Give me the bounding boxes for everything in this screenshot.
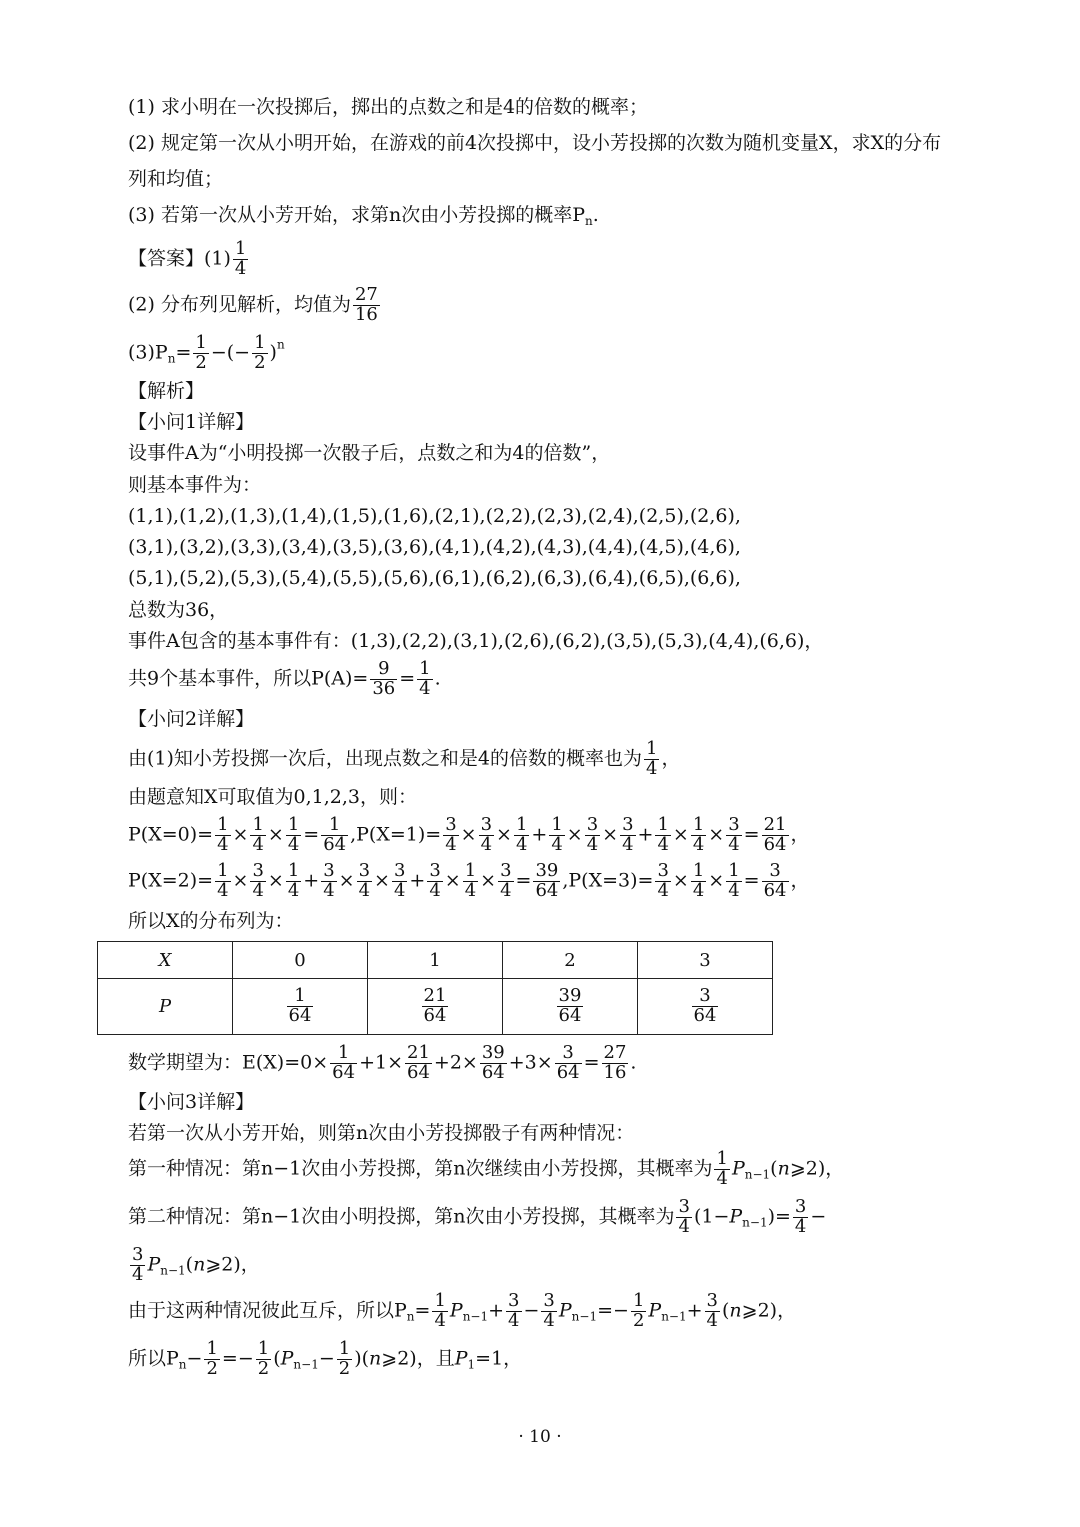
- fraction-numerator: 39: [558, 985, 582, 1007]
- fraction-denominator: 4: [543, 1309, 555, 1331]
- fraction-numerator: 39: [535, 860, 559, 881]
- table-cell: 0: [233, 942, 368, 979]
- fraction-numerator: 1: [254, 332, 266, 353]
- events-row-1: (1,1),(1,2),(1,3),(1,4),(1,5),(1,6),(2,1),(2,2),(2,3),(2,4),(2,5),(2,6),: [128, 505, 741, 527]
- fraction: [422, 987, 449, 1026]
- fraction-numerator: 3: [657, 860, 669, 881]
- fraction-denominator: 2: [254, 351, 266, 373]
- answer-1: [128, 240, 250, 279]
- fraction: [514, 816, 529, 855]
- question-3-subscript: n: [584, 214, 593, 228]
- fraction-denominator: 4: [429, 879, 441, 901]
- fraction: [480, 1044, 507, 1083]
- fraction: [215, 816, 230, 855]
- fraction: [250, 816, 265, 855]
- fraction-numerator: 1: [321, 816, 348, 836]
- part-1-label: 【小问1详解】: [128, 411, 255, 433]
- fraction-denominator: 16: [603, 1061, 627, 1083]
- fraction-numerator: 3: [762, 862, 789, 882]
- part-3-line-6-text: 所以P: [128, 1347, 179, 1370]
- fraction: [256, 1340, 271, 1379]
- events-row-2: (3,1),(3,2),(3,3),(3,4),(3,5),(3,6),(4,1),(4,2),(4,3),(4,4),(4,5),(4,6),: [128, 536, 741, 558]
- fraction-numerator: 1: [217, 814, 229, 835]
- part-3-line-5: 由于这两种情况彼此互斥，所以$P_n=$ $\frac{1}{4}$ $P_{n-1}+$ $\frac{3}{4}$ − $\frac{3}{4}$ $P_{n-1}=-$ $\frac{1}{2}$ $P_{n-1}+$ $\frac{3}{4}$ (n⩾2)，: [128, 1290, 797, 1331]
- fraction: [620, 816, 635, 855]
- table-cell: [638, 979, 773, 1035]
- fraction: [286, 862, 301, 901]
- fraction: [215, 862, 230, 901]
- fraction: [287, 987, 314, 1026]
- table-cell: [233, 979, 368, 1035]
- fraction-numerator: 3: [692, 987, 719, 1007]
- px2-px3-line: P(X=2)= $\frac{1}{4}$ × $\frac{3}{4}$ × $\frac{1}{4}$ + $\frac{3}{4}$ × $\frac{3}{4}$ × $\frac{3}{4}$ + $\frac{3}{4}$ × $\frac{1}{4}$ × $\frac{3}{4}$ = $\frac{39}{64}$ ,P(X=3)= $\frac{3}{4}$ × $\frac{1}{4}$ × $\frac{1}{4}$ = $\frac{3}{64}$ ，: [128, 860, 810, 901]
- part-2-fraction: [644, 740, 659, 779]
- fraction: [432, 1292, 447, 1331]
- probability-a: [128, 660, 441, 699]
- table-cell: 3: [638, 942, 773, 979]
- fraction-numerator: 1: [287, 814, 300, 835]
- fraction-denominator: 4: [217, 879, 229, 901]
- fraction-denominator: 4: [646, 757, 658, 779]
- fraction: [726, 862, 741, 901]
- fraction-denominator: 4: [252, 833, 264, 855]
- fraction-numerator: 3: [480, 814, 493, 835]
- fraction-denominator: 4: [508, 1309, 520, 1331]
- part-2-line-1: [128, 740, 680, 779]
- fraction-denominator: 64: [288, 1005, 312, 1026]
- fraction-denominator: 4: [657, 879, 669, 901]
- fraction: [793, 1198, 808, 1237]
- fraction-denominator: 16: [354, 303, 378, 325]
- part-2-label: 【小问2详解】: [128, 708, 255, 730]
- part-2-line-1-text: 由(1)知小芳投掷一次后，出现点数之和是4的倍数的概率也为: [128, 747, 643, 770]
- probability-a-end: .: [434, 667, 441, 690]
- events-row-3: (5,1),(5,2),(5,3),(5,4),(5,5),(5,6),(6,1),(6,2),(6,3),(6,4),(6,5),(6,6),: [128, 567, 741, 589]
- fraction: [479, 816, 494, 855]
- probability-a-text: 共9个基本事件，所以P(A)=: [128, 667, 369, 690]
- event-a-contents: 事件A包含的基本事件有：(1,3),(2,2),(3,1),(2,6),(6,2),(3,5),(5,3),(4,4),(6,6)，: [128, 630, 824, 652]
- fraction: [726, 816, 741, 855]
- part-2-line-1-end: ，: [661, 747, 681, 770]
- fraction-numerator: 3: [323, 860, 335, 881]
- fraction: [585, 816, 600, 855]
- expectation-label: 数学期望为：E(X)=0×: [128, 1051, 329, 1074]
- question-3-end: .: [592, 204, 599, 226]
- fraction-numerator: 3: [728, 814, 740, 835]
- answer-3-close: ): [269, 341, 277, 364]
- table-row: [98, 942, 773, 979]
- fraction-denominator: 4: [794, 1215, 807, 1237]
- fraction: [557, 987, 584, 1026]
- fraction-denominator: 4: [678, 1215, 690, 1237]
- fraction-numerator: 1: [657, 814, 669, 835]
- fraction-denominator: 2: [195, 351, 207, 373]
- fraction-numerator: 1: [464, 860, 477, 881]
- fraction: [330, 1044, 357, 1083]
- fraction: [691, 816, 706, 855]
- fraction: [250, 862, 265, 901]
- fraction-numerator: 3: [252, 860, 264, 881]
- distribution-label: 所以X的分布列为：: [128, 910, 294, 932]
- fraction-denominator: 4: [657, 833, 669, 855]
- answer-3-superscript: n: [276, 337, 285, 352]
- fraction: [130, 1246, 145, 1285]
- analysis-label: 【解析】: [128, 380, 205, 402]
- fraction-numerator: 1: [716, 1148, 728, 1169]
- fraction-denominator: 4: [728, 833, 740, 855]
- fraction: [321, 862, 336, 901]
- fraction-numerator: 1: [330, 1044, 357, 1064]
- table-cell: [368, 979, 503, 1035]
- fraction-denominator: 4: [480, 833, 493, 855]
- fraction-numerator: 1: [419, 658, 431, 679]
- fraction-denominator: 4: [445, 833, 457, 855]
- page-number: · 10 ·: [518, 1427, 562, 1447]
- answer-3-prefix: (3)P: [128, 341, 168, 364]
- answer-3-fraction-2: [252, 334, 267, 373]
- events-total: 总数为36，: [128, 599, 229, 621]
- fraction-denominator: 64: [323, 833, 347, 855]
- table-row: [98, 979, 773, 1035]
- fraction-denominator: 4: [692, 833, 705, 855]
- part-1-line-1: 设事件A为“小明投掷一次骰子后，点数之和为4的倍数”，: [128, 442, 611, 464]
- fraction-denominator: 4: [692, 879, 705, 901]
- fraction-denominator: 4: [419, 677, 431, 699]
- fraction: [533, 862, 560, 901]
- part-1-line-2: 则基本事件为：: [128, 474, 262, 496]
- fraction-numerator: 1: [195, 332, 207, 353]
- answer-3-mid: −(−: [210, 341, 251, 364]
- part-3-line-1: 若第一次从小芳开始，则第n次由小芳投掷骰子有两种情况：: [128, 1122, 635, 1144]
- fraction-denominator: 4: [551, 833, 563, 855]
- fraction: [541, 1292, 556, 1331]
- answer-3-fraction-1: [193, 334, 208, 373]
- fraction-denominator: 4: [622, 833, 634, 855]
- fraction: [204, 1340, 219, 1379]
- fraction-denominator: 4: [515, 833, 528, 855]
- fraction-numerator: 27: [354, 284, 378, 305]
- answer-2: [128, 286, 382, 325]
- fraction-numerator: 39: [481, 1042, 505, 1063]
- question-2-line-2: 列和均值；: [128, 168, 224, 190]
- fraction-numerator: 1: [234, 238, 247, 259]
- part-3-line-2: 第一种情况：第n−1次由小芳投掷，第n次继续由小芳投掷，其概率为 $\frac{1}{4}$ $P_{n-1}(n⩾2)$，: [128, 1148, 845, 1189]
- part-3-line-3: 第二种情况：第n−1次由小明投掷，第n次由小芳投掷，其概率为 $\frac{3}{4}$ $(1-P_{n-1})=$ $\frac{3}{4}$ −: [128, 1196, 827, 1237]
- fraction-denominator: 64: [763, 879, 787, 901]
- fraction-denominator: 64: [556, 1061, 580, 1083]
- question-3-text: (3) 若第一次从小芳开始，求第n次由小芳投掷的概率P: [128, 204, 585, 226]
- fraction: [549, 816, 564, 855]
- answer-3-eq: =: [175, 341, 192, 364]
- fraction-numerator: 3: [508, 1290, 520, 1311]
- part-3-label: 【小问3详解】: [128, 1091, 255, 1113]
- part-2-line-2: 由题意知X可取值为0,1,2,3，则：: [128, 786, 417, 808]
- fraction-denominator: 4: [287, 879, 300, 901]
- fraction-denominator: 4: [234, 257, 247, 279]
- question-3: [128, 206, 599, 227]
- px1-label: ,P(X=1)=: [350, 823, 442, 846]
- fraction-denominator: 4: [706, 1309, 718, 1331]
- fraction: [427, 862, 442, 901]
- fraction-numerator: 21: [423, 985, 447, 1007]
- fraction: [705, 1292, 720, 1331]
- fraction: [498, 862, 513, 901]
- fraction-numerator: 1: [287, 860, 300, 881]
- fraction-numerator: 3: [132, 1244, 144, 1265]
- fraction-numerator: 1: [728, 860, 740, 881]
- table-cell: 1: [368, 942, 503, 979]
- fraction-denominator: 4: [728, 879, 740, 901]
- answer-3-subscript: n: [167, 351, 176, 366]
- part-3-line-2-text: 第一种情况：第n−1次由小芳投掷，第n次继续由小芳投掷，其概率为: [128, 1157, 713, 1180]
- fraction: [692, 987, 719, 1026]
- fraction: [714, 1150, 729, 1189]
- fraction: [555, 1044, 582, 1083]
- answer-1-fraction: [233, 240, 248, 279]
- table-header-x: X: [98, 942, 233, 979]
- fraction-numerator: 21: [407, 1042, 430, 1063]
- fraction-denominator: 2: [632, 1309, 645, 1331]
- answer-2-text: (2) 分布列见解析，均值为: [128, 293, 351, 316]
- fraction-denominator: 64: [763, 833, 787, 855]
- fraction-numerator: 1: [692, 860, 705, 881]
- fraction-denominator: 2: [206, 1357, 218, 1379]
- fraction: [631, 1292, 646, 1331]
- fraction-denominator: 4: [716, 1167, 728, 1189]
- fraction-denominator: 4: [217, 833, 229, 855]
- fraction: [443, 816, 458, 855]
- part-3-line-5-text: 由于这两种情况彼此互斥，所以P: [128, 1299, 407, 1322]
- fraction-numerator: 1: [257, 1338, 270, 1359]
- fraction-numerator: 21: [763, 814, 787, 835]
- fraction-denominator: 64: [423, 1005, 447, 1026]
- fraction-denominator: 64: [558, 1005, 582, 1026]
- fraction-numerator: 3: [393, 860, 406, 881]
- table-header-p: P: [98, 979, 233, 1035]
- fraction-numerator: 1: [646, 738, 658, 759]
- fraction-denominator: 64: [407, 1061, 430, 1083]
- fraction-denominator: 4: [132, 1263, 144, 1285]
- fraction-numerator: 3: [622, 814, 634, 835]
- table-cell: [503, 979, 638, 1035]
- fraction-numerator: 3: [358, 860, 371, 881]
- part-3-line-3-text: 第二种情况：第n−1次由小明投掷，第n次由小芳投掷，其概率为: [128, 1205, 675, 1228]
- px0-px1-line: P(X=0)= $\frac{1}{4}$ × $\frac{1}{4}$ × $\frac{1}{4}$ = $\frac{1}{64}$ ,P(X=1)= $\frac{3}{4}$ × $\frac{3}{4}$ × $\frac{1}{4}$ + $\frac{1}{4}$ × $\frac{3}{4}$ × $\frac{3}{4}$ + $\frac{1}{4}$ × $\frac{1}{4}$ × $\frac{3}{4}$ = $\frac{21}{64}$ ，: [128, 814, 810, 855]
- fraction-numerator: 3: [794, 1196, 807, 1217]
- fraction: [602, 1044, 629, 1083]
- fraction-numerator: 3: [555, 1044, 582, 1064]
- fraction-numerator: 1: [252, 814, 264, 835]
- fraction: [392, 862, 407, 901]
- fraction-numerator: 3: [543, 1290, 555, 1311]
- fraction: [405, 1044, 432, 1083]
- probability-a-eq: =: [399, 667, 416, 690]
- fraction-denominator: 4: [500, 879, 512, 901]
- fraction-denominator: 64: [481, 1061, 505, 1083]
- fraction-numerator: 3: [445, 814, 457, 835]
- fraction: [676, 1198, 691, 1237]
- fraction-denominator: 4: [586, 833, 599, 855]
- fraction-numerator: 9: [370, 660, 397, 680]
- probability-a-fraction-1: [370, 660, 397, 699]
- fraction-denominator: 64: [693, 1005, 717, 1026]
- fraction-denominator: 4: [464, 879, 477, 901]
- fraction: [321, 816, 348, 855]
- fraction-numerator: 3: [678, 1196, 690, 1217]
- part-3-line-6: 所以$P_n-$ $\frac{1}{2}$ =− $\frac{1}{2}$ ($P_{n-1}-$ $\frac{1}{2}$ )(n⩾2)，且$P_1=1$，: [128, 1338, 523, 1379]
- fraction-denominator: 2: [257, 1357, 270, 1379]
- fraction: [655, 862, 670, 901]
- question-1: (1) 求小明在一次投掷后，掷出的点数之和是4的倍数的概率；: [128, 96, 649, 118]
- fraction-numerator: 1: [338, 1338, 351, 1359]
- fraction-denominator: 36: [372, 677, 396, 699]
- fraction-numerator: 3: [500, 860, 512, 881]
- fraction-denominator: 4: [434, 1309, 446, 1331]
- px3-label: ,P(X=3)=: [562, 869, 654, 892]
- distribution-table: [97, 941, 773, 1035]
- fraction: [357, 862, 372, 901]
- answer-2-fraction: [353, 286, 380, 325]
- fraction-numerator: 1: [287, 987, 314, 1007]
- fraction-numerator: 3: [429, 860, 441, 881]
- fraction-denominator: 4: [323, 879, 335, 901]
- fraction-numerator: 3: [586, 814, 599, 835]
- fraction: [655, 816, 670, 855]
- answer-3: [128, 334, 285, 373]
- table-cell: 2: [503, 942, 638, 979]
- fraction-numerator: 1: [434, 1290, 446, 1311]
- fraction-numerator: 1: [551, 814, 563, 835]
- part-3-line-4: $\frac{3}{4}$ $P_{n-1}(n⩾2)$，: [132, 1244, 260, 1285]
- fraction: [691, 862, 706, 901]
- probability-a-fraction-2: [417, 660, 432, 699]
- fraction-denominator: 4: [287, 833, 300, 855]
- fraction-numerator: 1: [206, 1338, 218, 1359]
- fraction-denominator: 64: [332, 1061, 356, 1083]
- fraction-denominator: 4: [358, 879, 371, 901]
- fraction-denominator: 64: [535, 879, 559, 901]
- px2-label: P(X=2)=: [128, 869, 214, 892]
- fraction-denominator: 4: [252, 879, 264, 901]
- fraction-numerator: 1: [515, 814, 528, 835]
- fraction-numerator: 1: [692, 814, 705, 835]
- fraction: [286, 816, 301, 855]
- fraction-denominator: 2: [338, 1357, 351, 1379]
- fraction: [506, 1292, 521, 1331]
- expectation-line: 数学期望为：E(X)=0× $\frac{1}{64}$ +1× $\frac{21}{64}$ +2× $\frac{39}{64}$ +3× $\frac{3}{64}$ = $\frac{27}{16}$ .: [128, 1042, 637, 1083]
- answer-label: 【答案】(1): [128, 247, 231, 270]
- px0-label: P(X=0)=: [128, 823, 214, 846]
- fraction-numerator: 1: [632, 1290, 645, 1311]
- fraction-numerator: 27: [603, 1042, 627, 1063]
- fraction: [762, 816, 789, 855]
- fraction-numerator: 3: [706, 1290, 718, 1311]
- question-2-line-1: (2) 规定第一次从小明开始，在游戏的前4次投掷中，设小芳投掷的次数为随机变量X，求X的分布: [128, 132, 942, 154]
- fraction: [463, 862, 478, 901]
- fraction-numerator: 1: [217, 860, 229, 881]
- fraction: [762, 862, 789, 901]
- fraction-denominator: 4: [393, 879, 406, 901]
- fraction: [337, 1340, 352, 1379]
